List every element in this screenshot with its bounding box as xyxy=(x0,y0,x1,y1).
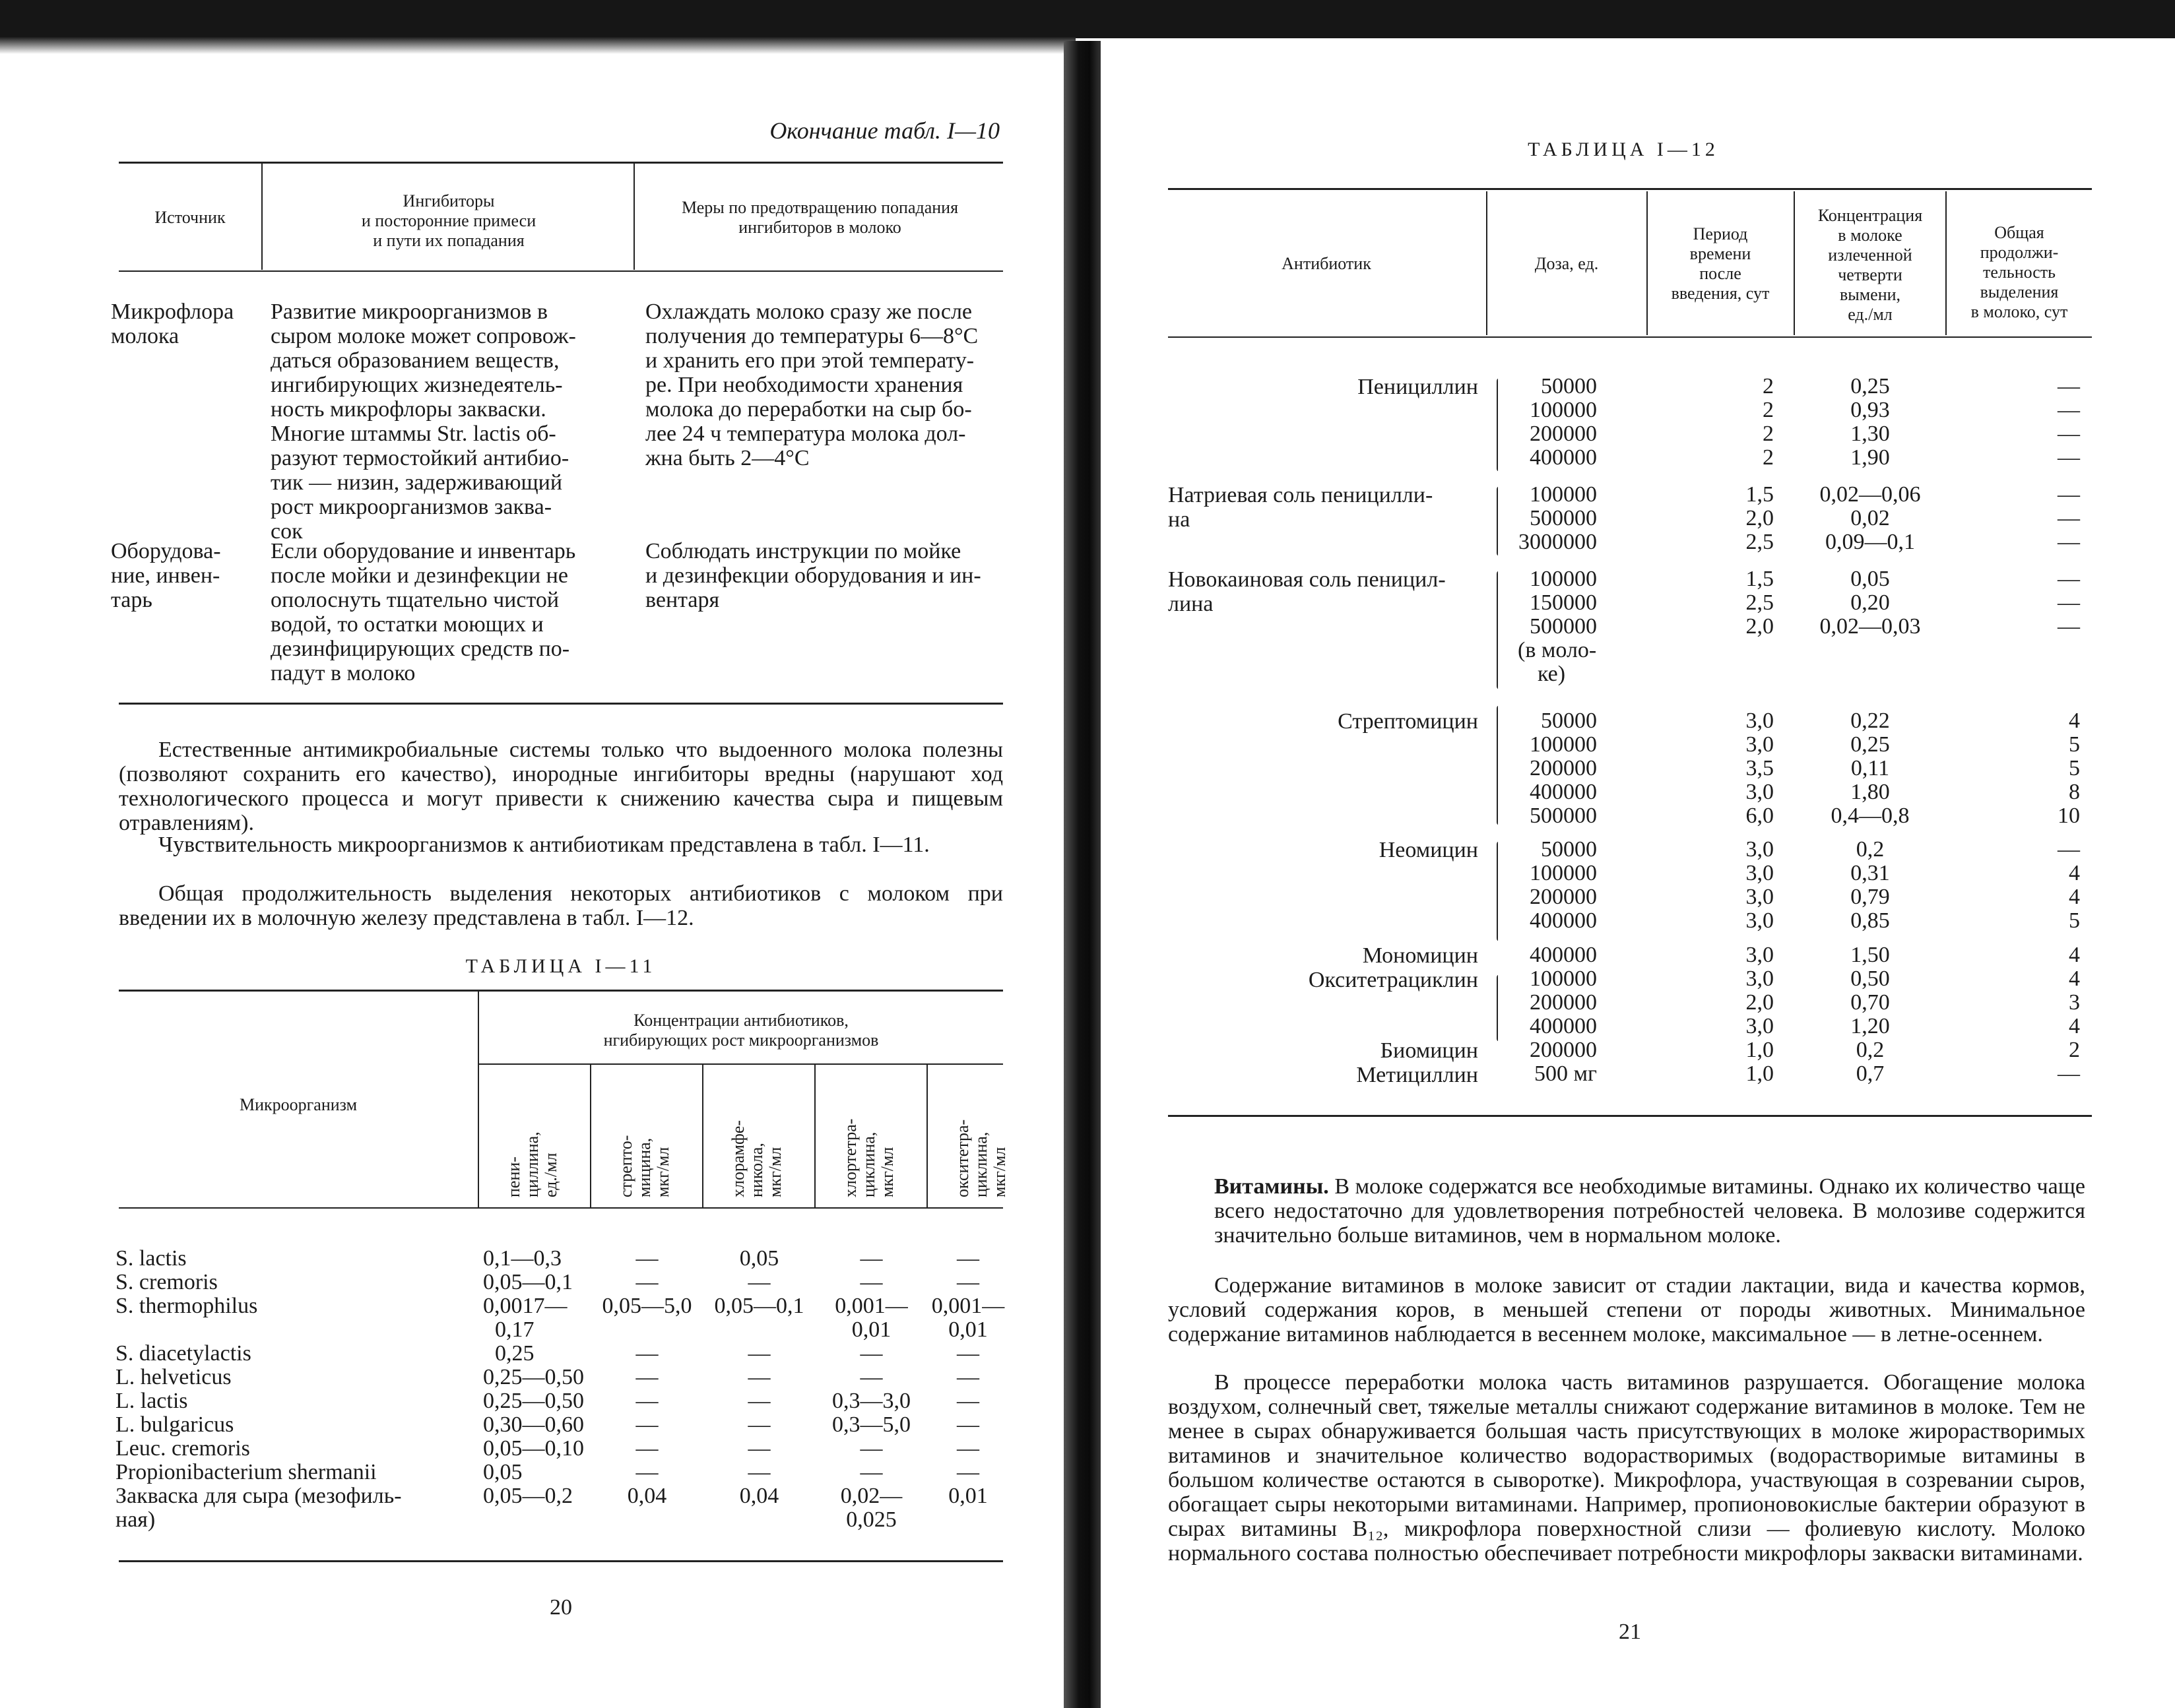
scan-top-border xyxy=(0,0,2175,38)
subheader-penicillin: пени- циллина, ед./мл xyxy=(504,1131,560,1197)
table-title: ТАБЛИЦА I—11 xyxy=(465,955,657,977)
paragraph: В процессе переработки молока часть витаминов разрушается. Обогащение молока воздухом, солнечный свет, тяжелые металлы снижают содержание витаминов в молоке. Тем не менее в сырах обнаруживается большая часть присутствующих в молоке жирорастворимых витаминов и значительное количество водорастворимых (водорастворимые витамины в большом количестве остаются в сыворотке). Микрофлора, участвующая в созревании сыров, обогащает сыры некоторыми витаминами. Например, пропионовокислые бактерии образуют в сырах витамины B₁₂, микрофлора поверхностной слизи — фолиевую кислоту. Молоко нормального состава полностью обеспечивает потребности микрофлоры закваски витаминами. xyxy=(1168,1370,2085,1566)
table-cell: — xyxy=(957,1365,979,1389)
table-cell: 100000 xyxy=(1530,732,1597,757)
table-cell: ке) xyxy=(1538,662,1566,686)
table-cell: 3 xyxy=(2069,990,2080,1015)
table-cell xyxy=(928,1508,1008,1532)
table-cell: 0,7 xyxy=(1856,1061,1885,1086)
table-cell: — xyxy=(635,1365,659,1389)
table-cell: 3,0 xyxy=(1745,943,1774,967)
table-cell: 6,0 xyxy=(1745,804,1774,828)
table-cell: — xyxy=(2058,590,2080,615)
table-cell xyxy=(592,1318,702,1342)
table-cell: 1,5 xyxy=(1745,482,1774,507)
table-cell: 0,22 xyxy=(1850,709,1890,733)
table-cell: 3,0 xyxy=(1745,1014,1774,1038)
table-cell: — xyxy=(860,1246,883,1271)
table-cell: — xyxy=(860,1365,883,1389)
table-cell: Закваска для сыра (мезофиль- xyxy=(115,1484,402,1508)
table-rule xyxy=(119,1560,1003,1562)
table-cell: — xyxy=(2058,482,2080,507)
concentration-column xyxy=(1795,1038,1945,1086)
dose-column xyxy=(1505,838,1597,933)
table-cell: 5 xyxy=(2069,732,2080,757)
table-cell: 0,04 xyxy=(627,1484,667,1508)
antibiotic-name: Мономицин Окситетрациклин xyxy=(1308,943,1478,992)
table-cell: — xyxy=(748,1270,771,1294)
table-cell: 0,001— xyxy=(931,1294,1005,1318)
subheader-streptomycin: стрепто- мицина, мкг/мл xyxy=(616,1135,672,1197)
table-cell: 0,25—0,50 xyxy=(483,1365,584,1389)
table-cell: 0,3—3,0 xyxy=(832,1389,911,1413)
table-cell: 5 xyxy=(2069,908,2080,933)
paragraph: Чувствительность микроорганизмов к антибиотикам представлена в табл. I—11. xyxy=(158,833,930,857)
subheader-chloramphenicol: хлорамфе- никола, мкг/мл xyxy=(729,1120,785,1197)
table-rule xyxy=(1168,1115,2092,1117)
table-divider xyxy=(926,1065,928,1207)
table-cell: 0,05—0,1 xyxy=(483,1270,573,1294)
table-cell: 1,5 xyxy=(1745,567,1774,591)
group-bracket xyxy=(1497,975,1498,1041)
table-cell: Развитие микроорганизмов в сыром молоке может сопровож- даться образованием веществ, ингибирующих жизнедеятель- ность микрофлоры закваски. Многие штаммы Str. lactis об- разуют термостойкий антибио- тик — низин, задерживающий рост микроорганизмов заква- сок xyxy=(271,300,576,544)
concentration-column xyxy=(1795,943,1945,1038)
table-cell: 2 xyxy=(1763,374,1774,398)
table-cell: Микрофлора молока xyxy=(111,300,234,348)
table-cell: — xyxy=(957,1460,979,1484)
table-cell: — xyxy=(957,1270,979,1294)
table-cell: 3,5 xyxy=(1745,756,1774,780)
table-cell: Если оборудование и инвентарь после мойки и дезинфекции не ополоснуть тщательно чистой водой, то остатки моющих и дезинфицирующих средств по- падут в молоко xyxy=(271,539,576,685)
table-cell: 200000 xyxy=(1530,756,1597,780)
dose-column xyxy=(1505,709,1597,828)
table-divider xyxy=(633,163,635,270)
total-column xyxy=(2019,375,2080,470)
table-cell: 0,001— xyxy=(835,1294,908,1318)
table-cell: 200000 xyxy=(1530,885,1597,909)
table-cell: 0,05 xyxy=(739,1246,779,1271)
table-rule xyxy=(119,990,1003,992)
book-spine xyxy=(1064,41,1101,1708)
table-cell: — xyxy=(635,1270,659,1294)
col-header-period: Период времени после введения, сут xyxy=(1671,224,1770,303)
table-cell: 50000 xyxy=(1541,374,1597,398)
table-cell: 1,50 xyxy=(1850,943,1890,967)
period-column xyxy=(1708,483,1774,554)
col-header-source: Источник xyxy=(154,208,226,227)
table-rule xyxy=(119,270,1003,272)
table-cell: 0,50 xyxy=(1850,966,1890,991)
table-cell: 100000 xyxy=(1530,398,1597,422)
table-cell: 1,90 xyxy=(1850,445,1890,470)
table-cell: 400000 xyxy=(1530,943,1597,967)
table-cell: 3,0 xyxy=(1745,780,1774,804)
col-header-antibiotic: Антибиотик xyxy=(1282,254,1371,273)
dose-column xyxy=(1505,483,1597,554)
dose-column xyxy=(1505,375,1597,470)
table-cell: 0,025 xyxy=(846,1507,897,1532)
table-rule xyxy=(119,1207,1003,1209)
col-header-group: Концентрации антибиотиков, нгибирующих рост микроорганизмов xyxy=(603,1011,879,1050)
table-cell: 100000 xyxy=(1530,482,1597,507)
concentration-column xyxy=(1795,709,1945,828)
antibiotic-name: Стрептомицин xyxy=(1338,709,1478,734)
table-cell: Охлаждать молоко сразу же после получения до температуры 6—8°С и хранить его при этой температу- ре. При необходимости хранения молока до переработки на сыр бо- лее 24 ч температура молока дол- жна быть 2—4°С xyxy=(645,300,979,470)
paragraph: Естественные антимикробиальные системы только что выдоенного молока полезны (позволяют сохранить его качество), инородные ингибиторы вредны (нарушают ход технологического процесса и могут привести к снижению качества сыра и пищевым отравлениям). xyxy=(119,738,1003,835)
table-cell: 0,05 xyxy=(483,1460,523,1484)
table-cell: 0,05 xyxy=(1850,567,1890,591)
table-cell: L. bulgaricus xyxy=(115,1412,234,1437)
table-cell: — xyxy=(748,1436,771,1461)
paragraph: Общая продолжительность выделения некоторых антибиотиков с молоком при введении их в молочную железу представлена в табл. I—12. xyxy=(119,881,1003,930)
concentration-column xyxy=(1795,483,1945,554)
dose-column xyxy=(1505,943,1597,1038)
table-cell: 0,11 xyxy=(1850,756,1890,780)
table-cell: — xyxy=(2058,614,2080,639)
table-cell xyxy=(115,1318,485,1342)
table-cell: — xyxy=(748,1365,771,1389)
paragraph-text: В молоке содержатся все необходимые витамины. Однако их количество чаще всего недостаточно для удовлетворения потребностей человека. В молозиве содержится значительно больше витаминов, чем в нормальном молоке. xyxy=(1214,1174,2086,1248)
table-cell: — xyxy=(2058,422,2080,446)
table-cell: 4 xyxy=(2069,943,2080,967)
group-bracket xyxy=(1497,842,1498,941)
table-cell: 3,0 xyxy=(1745,837,1774,862)
antibiotic-name: Пенициллин xyxy=(1357,375,1478,399)
table-divider xyxy=(590,1065,591,1207)
col-header-total-duration: Общая продолжи- тельность выделения в молоко, сут xyxy=(1970,223,2068,321)
table-rule xyxy=(1168,188,2092,190)
table-cell: — xyxy=(860,1270,883,1294)
table-cell: 5 xyxy=(2069,756,2080,780)
table-cell: 8 xyxy=(2069,780,2080,804)
section-heading: Витамины. xyxy=(1214,1174,1329,1199)
table-title: ТАБЛИЦА I—12 xyxy=(1528,139,1719,160)
table-cell: 1,0 xyxy=(1745,1038,1774,1062)
period-column xyxy=(1708,709,1774,828)
table-cell: 400000 xyxy=(1530,908,1597,933)
table-cell: 4 xyxy=(2069,709,2080,733)
table-cell: — xyxy=(748,1341,771,1366)
table-cell: 0,2 xyxy=(1856,1038,1885,1062)
col-header-measures: Меры по предотвращению попадания ингибиторов в молоко xyxy=(681,198,959,237)
table-cell: 150000 xyxy=(1530,590,1597,615)
period-column xyxy=(1708,1038,1774,1086)
table-rule xyxy=(1168,336,2092,338)
total-column xyxy=(2019,709,2080,828)
table-cell: 0,01 xyxy=(851,1317,892,1342)
table-cell: — xyxy=(957,1436,979,1461)
col-header-concentration: Концентрация в молоке излеченной четверти вымени, ед./мл xyxy=(1817,206,1923,324)
table-cell: 1,80 xyxy=(1850,780,1890,804)
antibiotic-name: Новокаиновая соль пеницил- лина xyxy=(1168,567,1446,616)
table-rule xyxy=(479,1063,1003,1065)
period-column xyxy=(1708,567,1774,639)
table-cell: 200000 xyxy=(1530,990,1597,1015)
table-cell: 50000 xyxy=(1541,709,1597,733)
table-cell: 2 xyxy=(1763,398,1774,422)
table-cell: 4 xyxy=(2069,966,2080,991)
dose-column xyxy=(1505,567,1597,686)
table-cell: 0,05—0,1 xyxy=(714,1294,804,1318)
table-cell: 0,31 xyxy=(1850,861,1890,885)
table-cell: — xyxy=(2058,506,2080,530)
table-cell: — xyxy=(957,1389,979,1413)
scan-shadow xyxy=(0,37,1076,54)
antibiotic-name: Натриевая соль пеницилли- на xyxy=(1168,483,1433,532)
period-column xyxy=(1708,943,1774,1038)
table-cell: — xyxy=(635,1436,659,1461)
table-cell: 500000 xyxy=(1530,614,1597,639)
col-header-dose: Доза, ед. xyxy=(1534,254,1599,273)
total-column xyxy=(2019,483,2080,554)
table-cell: 100000 xyxy=(1530,966,1597,991)
table-continuation-header: Окончание табл. I—10 xyxy=(769,117,1000,144)
table-cell: — xyxy=(2058,445,2080,470)
column-streptomycin xyxy=(592,1247,702,1532)
table-cell: S. cremoris xyxy=(115,1270,218,1294)
table-cell: L. lactis xyxy=(115,1389,188,1413)
total-column xyxy=(2019,838,2080,933)
table-cell: 0,04 xyxy=(739,1484,779,1508)
concentration-column xyxy=(1795,375,1945,470)
concentration-column xyxy=(1795,838,1945,933)
table-cell: — xyxy=(748,1460,771,1484)
table-cell: 50000 xyxy=(1541,837,1597,862)
page-number: 20 xyxy=(550,1595,572,1620)
page-number: 21 xyxy=(1619,1620,1641,1644)
paragraph: Содержание витаминов в молоке зависит от стадии лактации, вида и качества кормов, условий содержания коров, в меньшей степени от породы животных. Минимальное содержание витаминов наблюдается в весеннем молоке, максимальное — в летне-осеннем. xyxy=(1168,1273,2085,1346)
table-cell: — xyxy=(635,1412,659,1437)
subheader-oxytetracycline: окситетра- циклина, мкг/мл xyxy=(953,1119,1009,1197)
table-cell: 2 xyxy=(1763,445,1774,470)
table-cell: — xyxy=(2058,398,2080,422)
antibiotic-name: Неомицин xyxy=(1379,838,1478,862)
group-bracket xyxy=(1497,379,1498,471)
table-cell: 2 xyxy=(1763,422,1774,446)
period-column xyxy=(1708,375,1774,470)
table-cell: 0,25 xyxy=(1850,374,1890,398)
table-cell: — xyxy=(2058,530,2080,554)
table-divider xyxy=(261,163,263,270)
table-cell xyxy=(704,1508,814,1532)
subheader-chlortetracycline: хлортетра- циклина, мкг/мл xyxy=(841,1118,897,1197)
col-header-inhibitors: Ингибиторы и посторонние примеси и пути их попадания xyxy=(361,191,536,250)
table-cell xyxy=(592,1508,702,1532)
table-cell: 500000 xyxy=(1530,506,1597,530)
table-cell: — xyxy=(957,1246,979,1271)
table-cell: 0,25—0,50 xyxy=(483,1389,584,1413)
concentration-column xyxy=(1795,567,1945,639)
table-cell: (в моло- xyxy=(1518,638,1597,662)
table-cell: 3,0 xyxy=(1745,709,1774,733)
table-cell: Leuc. cremoris xyxy=(115,1436,250,1461)
table-cell: 10 xyxy=(2058,804,2080,828)
table-cell: 0,05—0,2 xyxy=(483,1484,573,1508)
table-cell: 500 мг xyxy=(1534,1061,1597,1086)
table-cell: 4 xyxy=(2069,861,2080,885)
table-cell: 0,0017— xyxy=(483,1294,568,1318)
table-cell: ная) xyxy=(115,1507,156,1532)
group-bracket xyxy=(1497,487,1498,555)
table-cell: 0,02—0,06 xyxy=(1819,482,1921,507)
table-cell: L. helveticus xyxy=(115,1365,232,1389)
table-cell: 400000 xyxy=(1530,780,1597,804)
table-cell: 3,0 xyxy=(1745,908,1774,933)
table-cell: 1,20 xyxy=(1850,1014,1890,1038)
col-header-microorganism: Микроорганизм xyxy=(239,1095,358,1114)
table-cell: 1,0 xyxy=(1745,1061,1774,1086)
table-cell: 400000 xyxy=(1530,1014,1597,1038)
table-cell: 0,93 xyxy=(1850,398,1890,422)
table-cell: — xyxy=(748,1412,771,1437)
dose-column xyxy=(1505,1038,1597,1086)
table-divider xyxy=(814,1065,816,1207)
table-cell: — xyxy=(2058,374,2080,398)
table-cell: 0,01 xyxy=(948,1317,988,1342)
table-divider xyxy=(702,1065,703,1207)
column-chloramphenicol xyxy=(704,1247,814,1532)
table-cell: 3,0 xyxy=(1745,732,1774,757)
table-cell: — xyxy=(860,1460,883,1484)
table-cell: 2,0 xyxy=(1745,506,1774,530)
table-cell: — xyxy=(860,1436,883,1461)
table-cell: — xyxy=(635,1460,659,1484)
table-cell: — xyxy=(2058,1061,2080,1086)
table-cell: 0,02— xyxy=(840,1484,903,1508)
total-column xyxy=(2019,567,2080,639)
table-cell: S. diacetylactis xyxy=(115,1341,251,1366)
table-cell: — xyxy=(2058,837,2080,862)
table-cell: 2,0 xyxy=(1745,614,1774,639)
table-cell: 0,02—0,03 xyxy=(1819,614,1921,639)
table-cell: 200000 xyxy=(1530,1038,1597,1062)
table-cell: 4 xyxy=(2069,885,2080,909)
table-cell: — xyxy=(748,1389,771,1413)
table-cell: 4 xyxy=(2069,1014,2080,1038)
table-cell: 2,5 xyxy=(1745,590,1774,615)
table-cell: 0,30—0,60 xyxy=(483,1412,584,1437)
table-cell: 3,0 xyxy=(1745,966,1774,991)
table-rule xyxy=(119,703,1003,705)
table-cell: 3000000 xyxy=(1518,530,1597,554)
column-oxytetracycline xyxy=(928,1247,1008,1532)
table-cell: 3,0 xyxy=(1745,885,1774,909)
table-cell: Соблюдать инструкции по мойке и дезинфекции оборудования и ин- вентаря xyxy=(645,539,981,612)
table-cell: 0,2 xyxy=(1856,837,1885,862)
paragraph xyxy=(1214,1174,2085,1248)
table-cell: 1,30 xyxy=(1850,422,1890,446)
antibiotic-name: Биомицин Метициллин xyxy=(1356,1038,1478,1087)
table-cell: Оборудова- ние, инвен- тарь xyxy=(111,539,221,612)
table-cell: 0,20 xyxy=(1850,590,1890,615)
table-cell: 2 xyxy=(2069,1038,2080,1062)
table-cell: — xyxy=(635,1246,659,1271)
table-cell: 500000 xyxy=(1530,804,1597,828)
total-column xyxy=(2019,1038,2080,1086)
table-cell: 0,09—0,1 xyxy=(1825,530,1915,554)
microorganism-list xyxy=(115,1247,485,1532)
table-cell: 0,01 xyxy=(948,1484,988,1508)
table-cell: 0,25 xyxy=(1850,732,1890,757)
table-cell: 0,17 xyxy=(495,1317,535,1342)
table-cell: 0,3—5,0 xyxy=(832,1412,911,1437)
group-bracket xyxy=(1497,706,1498,825)
table-cell: 0,05—5,0 xyxy=(602,1294,692,1318)
column-chlortetracycline xyxy=(816,1247,926,1532)
table-rule xyxy=(119,162,1003,164)
table-cell: 2,5 xyxy=(1745,530,1774,554)
period-column xyxy=(1708,838,1774,933)
table-cell xyxy=(704,1318,814,1342)
table-cell: 100000 xyxy=(1530,861,1597,885)
table-cell: 3,0 xyxy=(1745,861,1774,885)
table-cell: 400000 xyxy=(1530,445,1597,470)
table-cell: S. lactis xyxy=(115,1246,187,1271)
table-cell: 0,1—0,3 xyxy=(483,1246,562,1271)
table-cell: 0,4—0,8 xyxy=(1831,804,1910,828)
table-cell: — xyxy=(2058,567,2080,591)
table-cell: — xyxy=(957,1412,979,1437)
table-cell: 100000 xyxy=(1530,567,1597,591)
table-cell xyxy=(483,1508,592,1532)
table-cell: 0,25 xyxy=(495,1341,535,1366)
column-penicillin xyxy=(483,1247,592,1532)
table-cell: S. thermophilus xyxy=(115,1294,258,1318)
table-cell: 0,79 xyxy=(1850,885,1890,909)
table-cell: 0,02 xyxy=(1850,506,1890,530)
table-cell: Propionibacterium shermanii xyxy=(115,1460,377,1484)
table-cell: — xyxy=(860,1341,883,1366)
table-cell: 2,0 xyxy=(1745,990,1774,1015)
table-cell: — xyxy=(635,1389,659,1413)
group-bracket xyxy=(1497,571,1498,689)
table-cell: 0,70 xyxy=(1850,990,1890,1015)
total-column xyxy=(2019,943,2080,1038)
table-cell: — xyxy=(957,1341,979,1366)
table-cell: 0,85 xyxy=(1850,908,1890,933)
table-cell: — xyxy=(635,1341,659,1366)
table-cell: 0,05—0,10 xyxy=(483,1436,584,1461)
table-cell: 200000 xyxy=(1530,422,1597,446)
